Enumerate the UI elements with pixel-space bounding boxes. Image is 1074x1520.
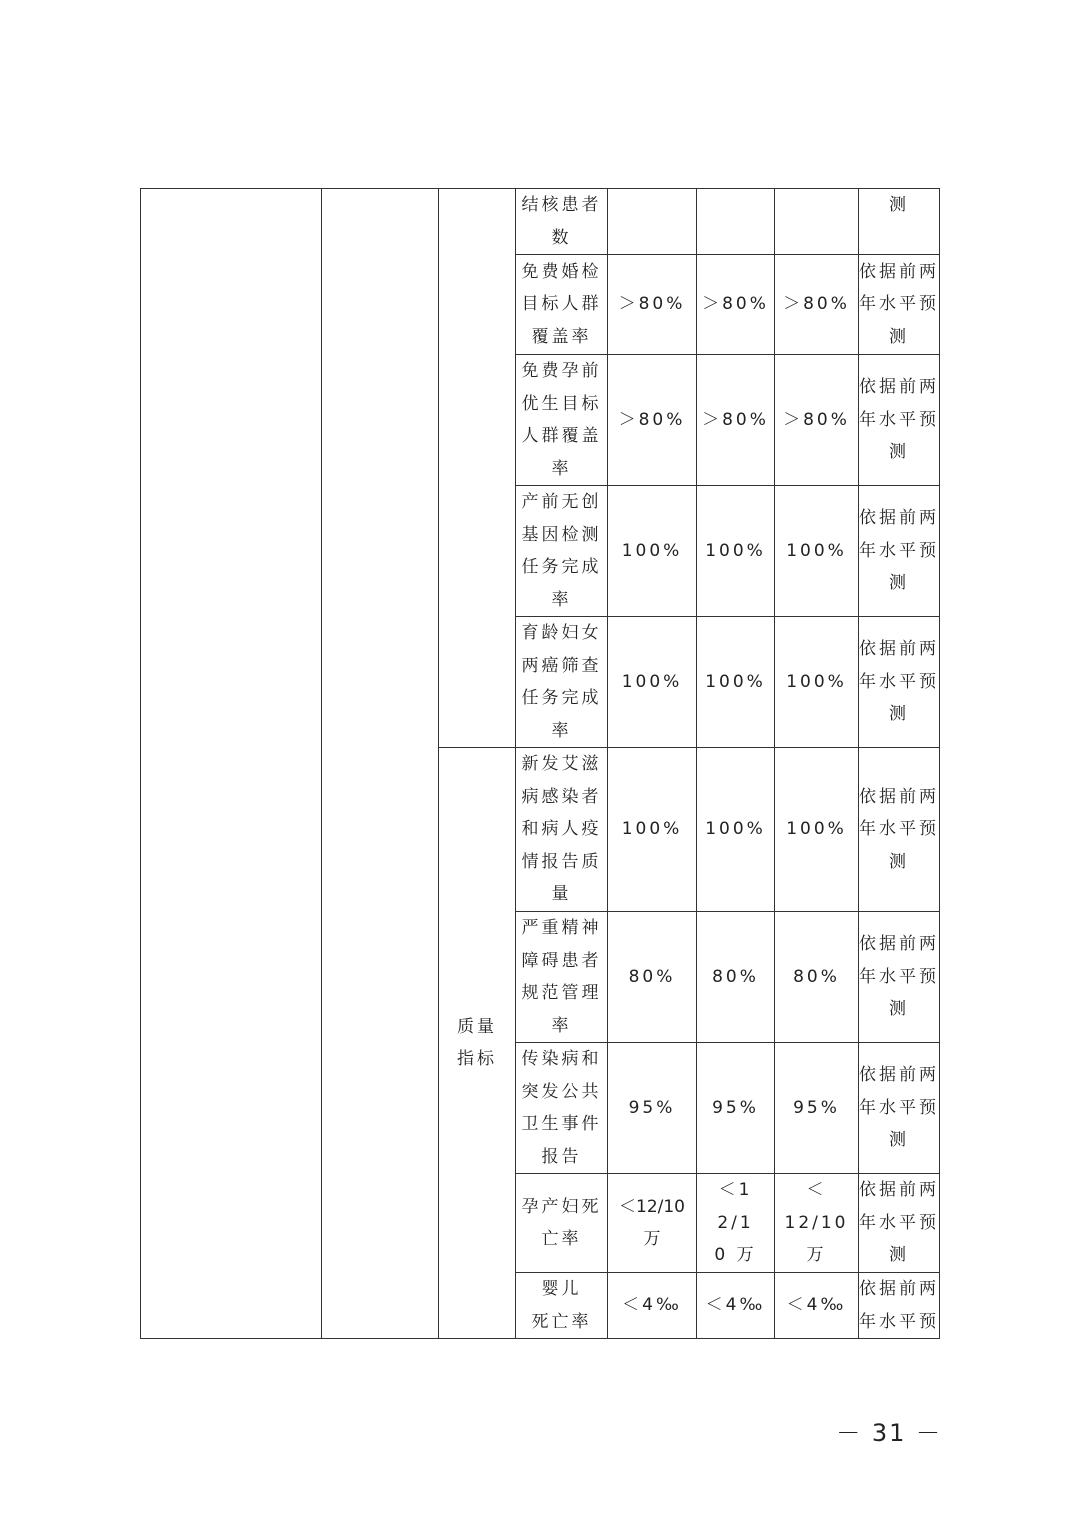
value-2022: ＞80% <box>608 255 697 355</box>
basis-note: 依据前两 年水平预 测 <box>859 355 940 486</box>
value-2024: ＜4‰ <box>775 1273 859 1339</box>
level2-cell <box>322 189 439 1339</box>
value-2024: ＞80% <box>775 255 859 355</box>
value-2024: 80% <box>775 912 859 1043</box>
value-2024: 100% <box>775 486 859 617</box>
value-2024: 95% <box>775 1043 859 1174</box>
value-2023: ＞80% <box>697 355 775 486</box>
value-2024: ＞80% <box>775 355 859 486</box>
indicator-name: 免费孕前 优生目标 人群覆盖 率 <box>516 355 608 486</box>
basis-note: 依据前两 年水平预 测 <box>859 748 940 912</box>
indicator-name: 新发艾滋 病感染者 和病人疫 情报告质 量 <box>516 748 608 912</box>
value-2024: ＜12/10 万 <box>775 1174 859 1273</box>
level1-cell <box>141 189 322 1339</box>
indicator-name: 传染病和 突发公共 卫生事件 报告 <box>516 1043 608 1174</box>
indicator-name: 育龄妇女 两癌筛查 任务完成 率 <box>516 617 608 748</box>
value-2024: 100% <box>775 748 859 912</box>
value-2022: 100% <box>608 748 697 912</box>
basis-note: 依据前两 年水平预 测 <box>859 912 940 1043</box>
value-2023: 100% <box>697 486 775 617</box>
value-2022: ＜12/10 万 <box>608 1174 697 1273</box>
basis-note: 依据前两 年水平预 测 <box>859 617 940 748</box>
basis-note: 依据前两 年水平预 <box>859 1273 940 1339</box>
value-2022: ＜4‰ <box>608 1273 697 1339</box>
value-2022: 80% <box>608 912 697 1043</box>
value-2023: ＜4‰ <box>697 1273 775 1339</box>
indicator-name: 严重精神 障碍患者 规范管理 率 <box>516 912 608 1043</box>
indicator-name: 婴儿 死亡率 <box>516 1273 608 1339</box>
value-2023: 80% <box>697 912 775 1043</box>
indicator-name: 产前无创 基因检测 任务完成 率 <box>516 486 608 617</box>
indicator-name: 免费婚检 目标人群 覆盖率 <box>516 255 608 355</box>
page-number: － 31 － <box>836 1419 942 1447</box>
basis-note: 测 <box>859 189 940 255</box>
basis-note: 依据前两 年水平预 测 <box>859 1174 940 1273</box>
basis-note: 依据前两 年水平预 测 <box>859 1043 940 1174</box>
value-2022: 95% <box>608 1043 697 1174</box>
value-2023: ＜12/10 万 <box>697 1174 775 1273</box>
level3-cell-quantity <box>439 189 516 748</box>
indicator-table <box>140 188 940 1339</box>
value-2022: 100% <box>608 486 697 617</box>
value-2023: 100% <box>697 748 775 912</box>
basis-note: 依据前两 年水平预 测 <box>859 255 940 355</box>
value-2022 <box>608 189 697 255</box>
value-2023: 95% <box>697 1043 775 1174</box>
basis-note: 依据前两 年水平预 测 <box>859 486 940 617</box>
indicator-name: 结核患者 数 <box>516 189 608 255</box>
value-2022: 100% <box>608 617 697 748</box>
table-row <box>141 189 940 255</box>
value-2024 <box>775 189 859 255</box>
category-quality-cell: 质量 指标 <box>439 748 516 1339</box>
value-2024: 100% <box>775 617 859 748</box>
value-2022: ＞80% <box>608 355 697 486</box>
value-2023 <box>697 189 775 255</box>
value-2023: ＞80% <box>697 255 775 355</box>
value-2023: 100% <box>697 617 775 748</box>
indicator-name: 孕产妇死 亡率 <box>516 1174 608 1273</box>
